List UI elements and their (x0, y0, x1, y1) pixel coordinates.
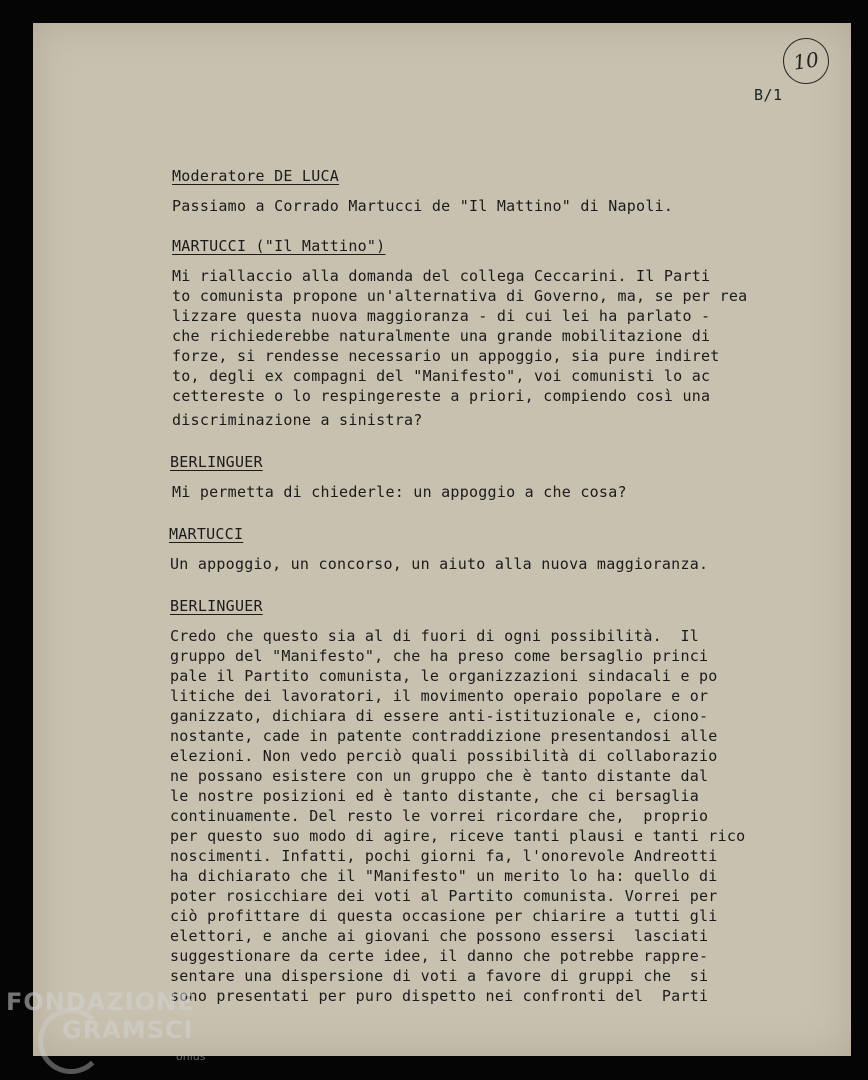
text-line: noscimenti. Infatti, pochi giorni fa, l'onorevole Andreotti (170, 847, 718, 865)
speaker-heading: MARTUCCI ("Il Mattino") (172, 237, 386, 255)
text-line: le nostre posizioni ed è tanto distante, che ci bersaglia (170, 787, 700, 805)
text-line: poter rosicchiare dei voti al Partito comunista. Vorrei per (170, 887, 718, 905)
speaker-heading: BERLINGUER (170, 453, 263, 471)
text-line: discriminazione a sinistra? (172, 411, 423, 429)
text-line: gruppo del "Manifesto", che ha preso come bersaglio princi (170, 647, 709, 665)
watermark-line2: GRAMSCI (62, 1016, 194, 1044)
text-line: forze, si rendesse necessario un appoggio, sia pure indiret (172, 347, 720, 365)
text-line: ha dichiarato che il "Manifesto" un merito lo ha: quello di (170, 867, 718, 885)
text-line: Credo che questo sia al di fuori di ogni possibilità. Il (170, 627, 700, 645)
circled-page-number-text: 10 (791, 47, 821, 75)
text-line: to comunista propone un'alternativa di Governo, ma, se per rea (172, 287, 748, 305)
text-line: ganizzato, dichiara di essere anti-istituzionale e, ciono- (170, 707, 709, 725)
text-line: lizzare questa nuova maggioranza - di cui lei ha parlato - (172, 307, 711, 325)
text-line: Un appoggio, un concorso, un aiuto alla nuova maggioranza. (170, 555, 709, 573)
text-line: cettereste o lo respingereste a priori, compiendo così una (172, 387, 711, 405)
text-line: suggestionare da certe idee, il danno che potrebbe rappre- (170, 947, 709, 965)
speaker-heading: Moderatore DE LUCA (172, 167, 340, 185)
text-line: Passiamo a Corrado Martucci de "Il Mattino" di Napoli. (172, 197, 674, 215)
text-line: pale il Partito comunista, le organizzazioni sindacali e po (170, 667, 718, 685)
text-line: sono presentati per puro dispetto nei confronti del Parti (170, 987, 709, 1005)
text-line: che richiederebbe naturalmente una grande mobilitazione di (172, 327, 711, 345)
text-line: elezioni. Non vedo perciò quali possibilità di collaborazio (170, 747, 718, 765)
watermark-line1: FONDAZIONE (6, 988, 195, 1016)
speaker-heading: MARTUCCI (169, 525, 244, 543)
text-line: Mi riallaccio alla domanda del collega Ceccarini. Il Parti (172, 267, 711, 285)
text-line: sentare una dispersione di voti a favore di gruppi che si (170, 967, 709, 985)
text-line: elettori, e anche ai giovani che possono essersi lasciati (170, 927, 709, 945)
page-code: B/1 (754, 86, 783, 104)
text-line: Mi permetta di chiederle: un appoggio a che cosa? (172, 483, 627, 501)
text-line: to, degli ex compagni del "Manifesto", voi comunisti lo ac (172, 367, 711, 385)
text-line: continuamente. Del resto le vorrei ricordare che, proprio (170, 807, 709, 825)
text-line: litiche dei lavoratori, il movimento operaio popolare e or (170, 687, 709, 705)
watermark-line3: onlus (176, 1050, 206, 1063)
text-line: nostante, cade in patente contraddizione presentandosi alle (170, 727, 718, 745)
text-line: ciò profittare di questa occasione per chiarire a tutti gli (170, 907, 718, 925)
speaker-heading: BERLINGUER (170, 597, 263, 615)
text-line: per questo suo modo di agire, riceve tanti plausi e tanti rico (170, 827, 746, 845)
text-line: ne possano esistere con un gruppo che è tanto distante dal (170, 767, 709, 785)
